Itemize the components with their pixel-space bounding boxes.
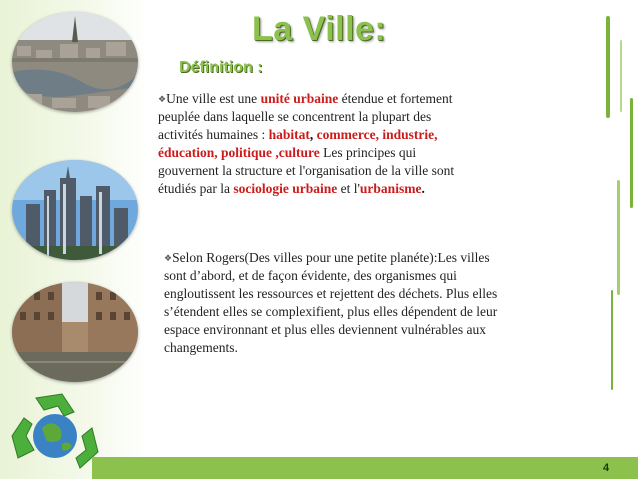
canal-buildings-photo xyxy=(12,282,138,382)
bullet-icon: ❖ xyxy=(158,94,167,104)
highlight-term: unité urbaine xyxy=(260,91,339,106)
text-segment: , xyxy=(309,127,314,142)
quote-text: Selon Rogers(Des villes pour une petite planéte):Les villes sont d’abord, et de façon évidente, des organismes qui engloutissent les ressources et rejettent des déchets. Plus elles s’étendent elles se complexifient, plus elles dépendent de leur espace environnant et plus elles deviennent vulnérables aux changements. xyxy=(164,250,498,355)
text-segment: Une ville est une xyxy=(166,91,261,106)
skyscrapers-photo xyxy=(12,160,138,260)
highlight-term: urbanisme xyxy=(359,181,422,196)
page-number: 4 xyxy=(603,462,610,474)
decorative-line xyxy=(606,16,610,118)
text-segment: Les principes qui gouvernent la structure et l'organisation de la ville sont étudiés par la xyxy=(158,145,455,196)
bullet-icon: ❖ xyxy=(164,253,173,263)
definition-paragraph xyxy=(158,90,468,198)
footer-bar xyxy=(92,457,638,479)
decorative-line xyxy=(620,40,622,112)
slide-subtitle: Définition : xyxy=(179,59,263,76)
decorative-line xyxy=(611,290,613,390)
slide-title: La Ville: xyxy=(252,10,387,48)
text-segment: . xyxy=(421,181,425,196)
paris-aerial-photo xyxy=(12,12,138,112)
highlight-term: sociologie urbaine xyxy=(233,181,338,196)
text-segment: étendue et fortement peuplée dans laquelle se concentrent la plupart des activités humaines : xyxy=(158,91,453,142)
highlight-term: commerce, industrie, éducation, politique ,culture xyxy=(158,127,438,160)
rogers-quote-paragraph xyxy=(164,249,500,357)
recycle-globe-icon xyxy=(6,388,104,476)
highlight-term: habitat xyxy=(268,127,310,142)
text-segment: et l' xyxy=(337,181,360,196)
decorative-line xyxy=(630,98,633,208)
decorative-line xyxy=(617,180,620,295)
